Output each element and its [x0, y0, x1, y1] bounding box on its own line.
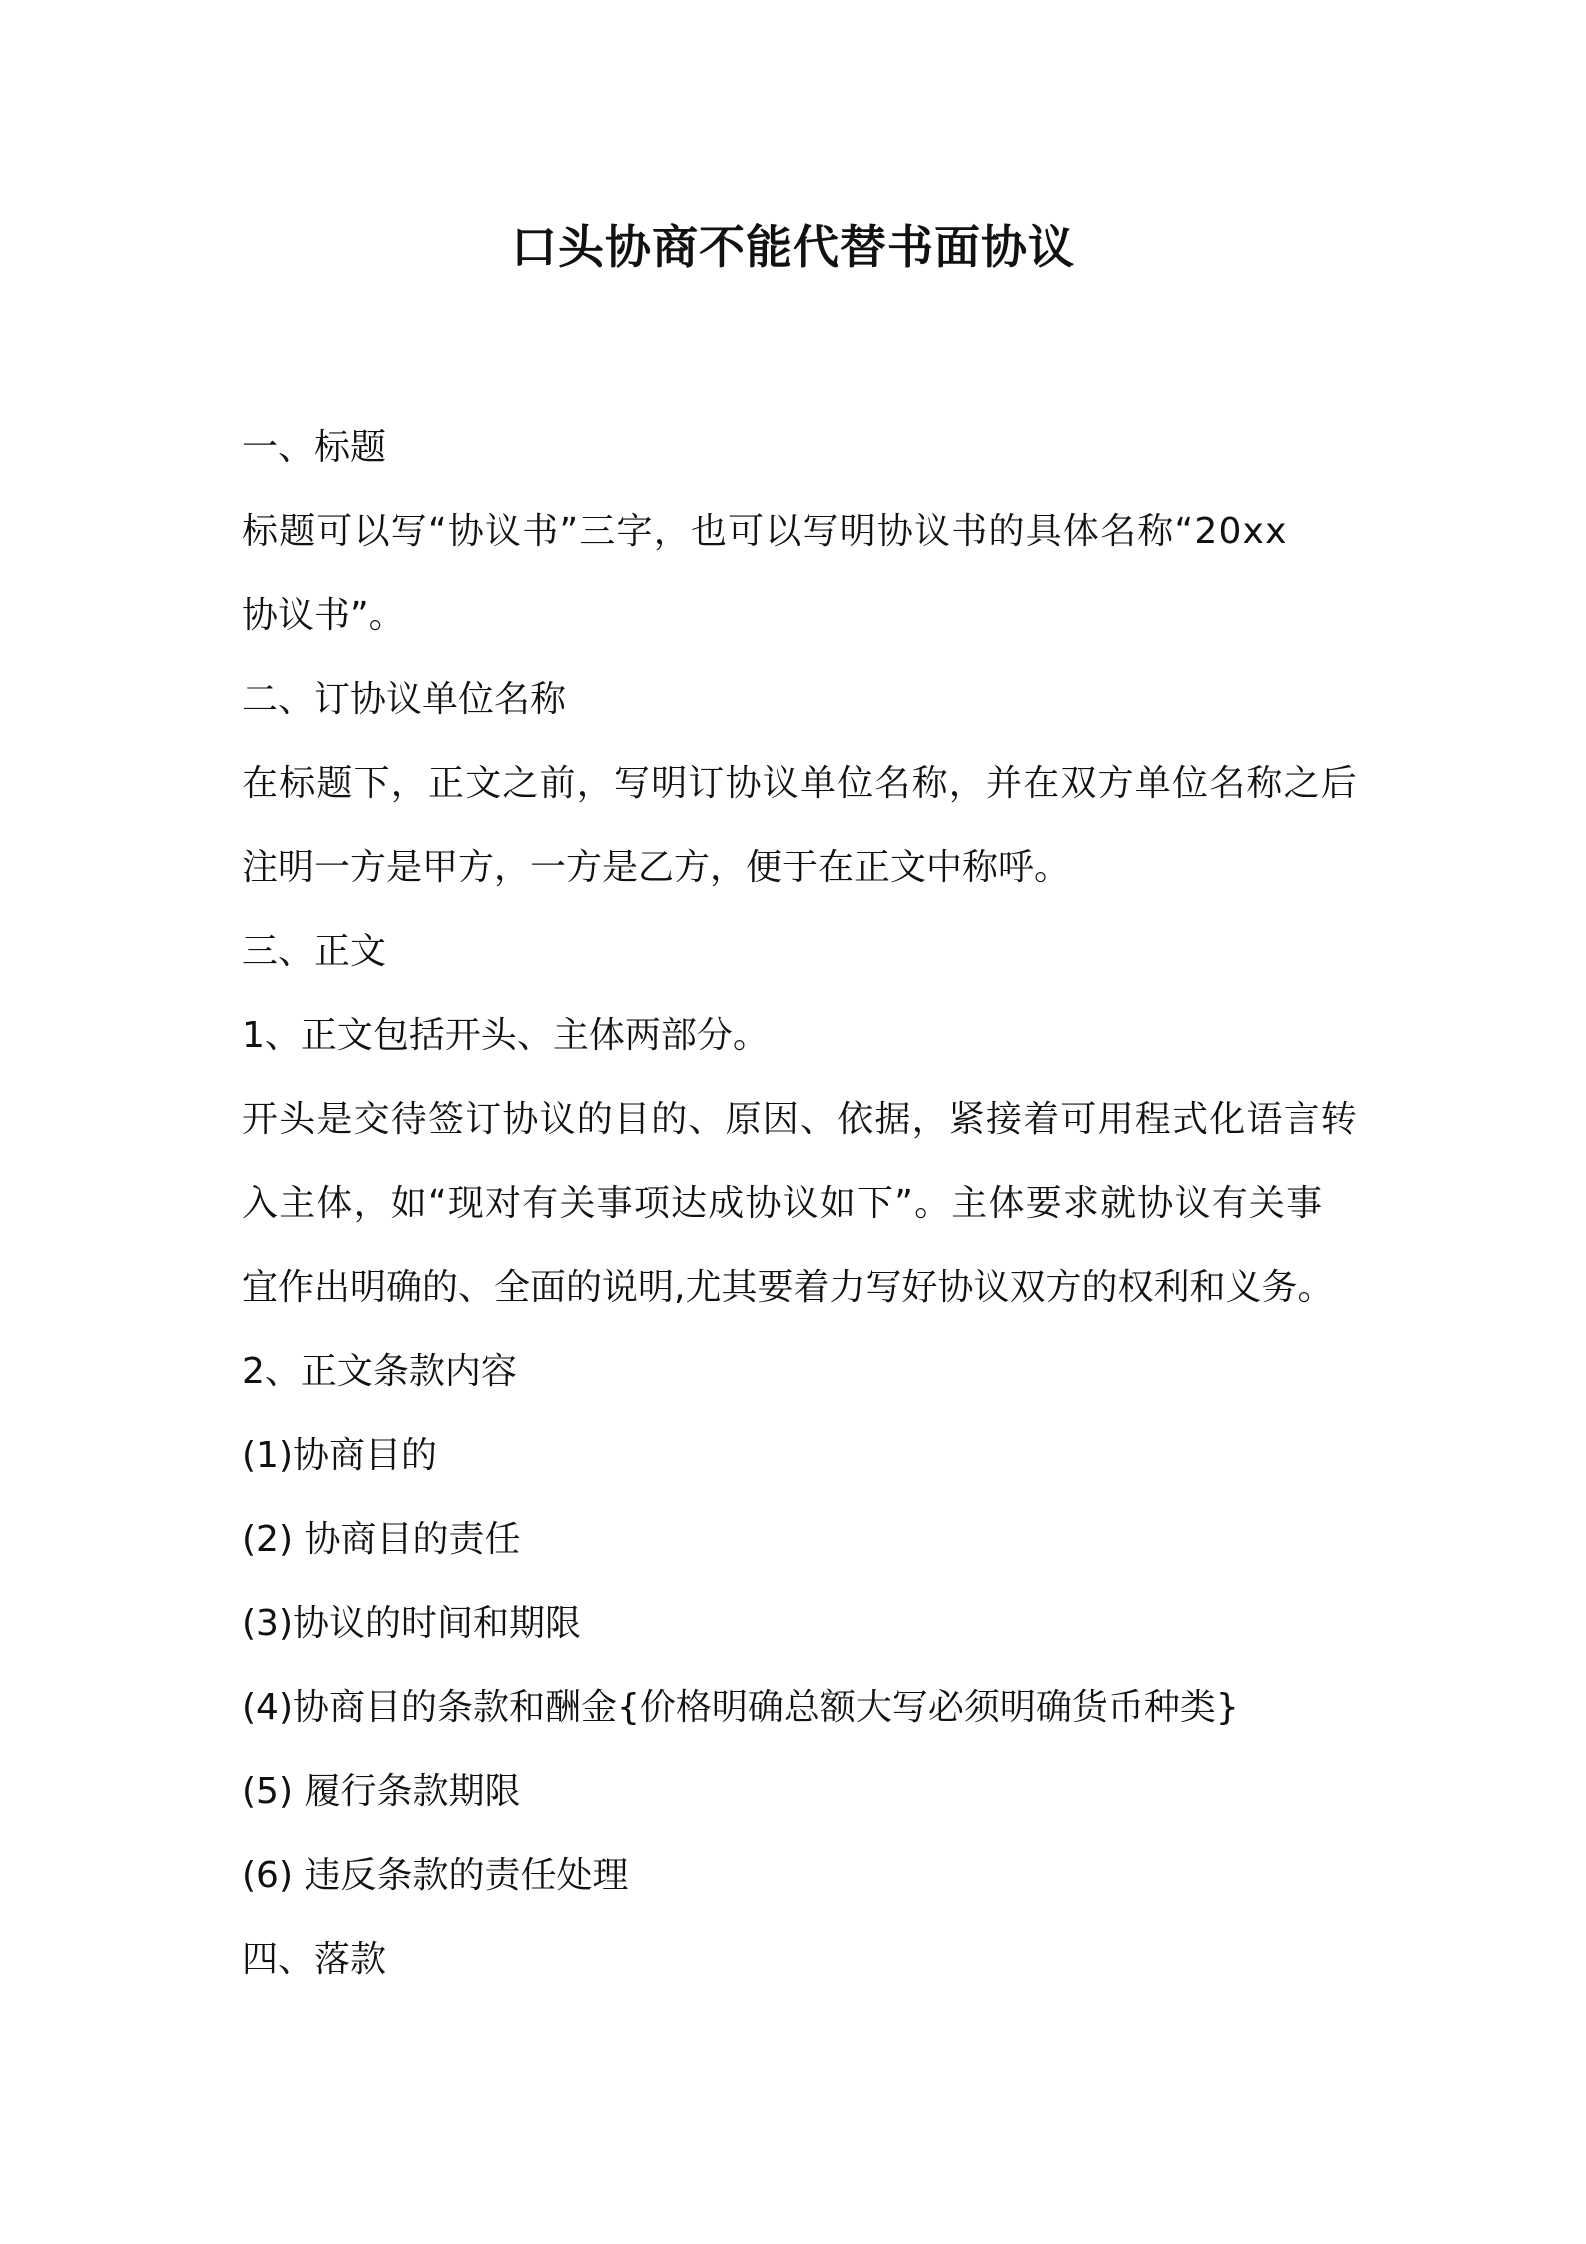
sub-list-item: (5) 履行条款期限 — [242, 1771, 521, 1812]
section-heading-body: 三、正文 — [242, 931, 387, 972]
paragraph-line: 在标题下，正文之前，写明订协议单位名称，并在双方单位名称之后 — [242, 763, 1359, 804]
sub-list-item: (1)协商目的 — [242, 1435, 437, 1476]
paragraph-line: 开头是交待签订协议的目的、原因、依据，紧接着可用程式化语言转 — [242, 1099, 1359, 1140]
document-body — [242, 406, 1362, 2002]
paragraph-line: 注明一方是甲方，一方是乙方，便于在正文中称呼。 — [242, 847, 1071, 888]
paragraph-line: 宜作出明确的、全面的说明,尤其要着力写好协议双方的权利和义务。 — [242, 1267, 1334, 1308]
document-title: 口头协商不能代替书面协议 — [511, 220, 1075, 274]
list-item: 2、正文条款内容 — [242, 1351, 517, 1392]
paragraph-line: 入主体，如“现对有关事项达成协议如下”。主体要求就协议有关事 — [242, 1183, 1324, 1224]
section-heading-title: 一、标题 — [242, 427, 387, 468]
sub-list-item: (4)协商目的条款和酬金{价格明确总额大写必须明确货币种类} — [242, 1687, 1239, 1728]
sub-list-item: (2) 协商目的责任 — [242, 1519, 521, 1560]
sub-list-item: (3)协议的时间和期限 — [242, 1603, 581, 1644]
paragraph-line: 标题可以写“协议书”三字，也可以写明协议书的具体名称“20xx — [242, 511, 1288, 552]
list-item: 1、正文包括开头、主体两部分。 — [242, 1015, 769, 1056]
paragraph-line: 协议书”。 — [242, 595, 405, 636]
section-heading-signature: 四、落款 — [242, 1939, 387, 1980]
sub-list-item: (6) 违反条款的责任处理 — [242, 1855, 629, 1896]
section-heading-parties: 二、订协议单位名称 — [242, 679, 567, 720]
